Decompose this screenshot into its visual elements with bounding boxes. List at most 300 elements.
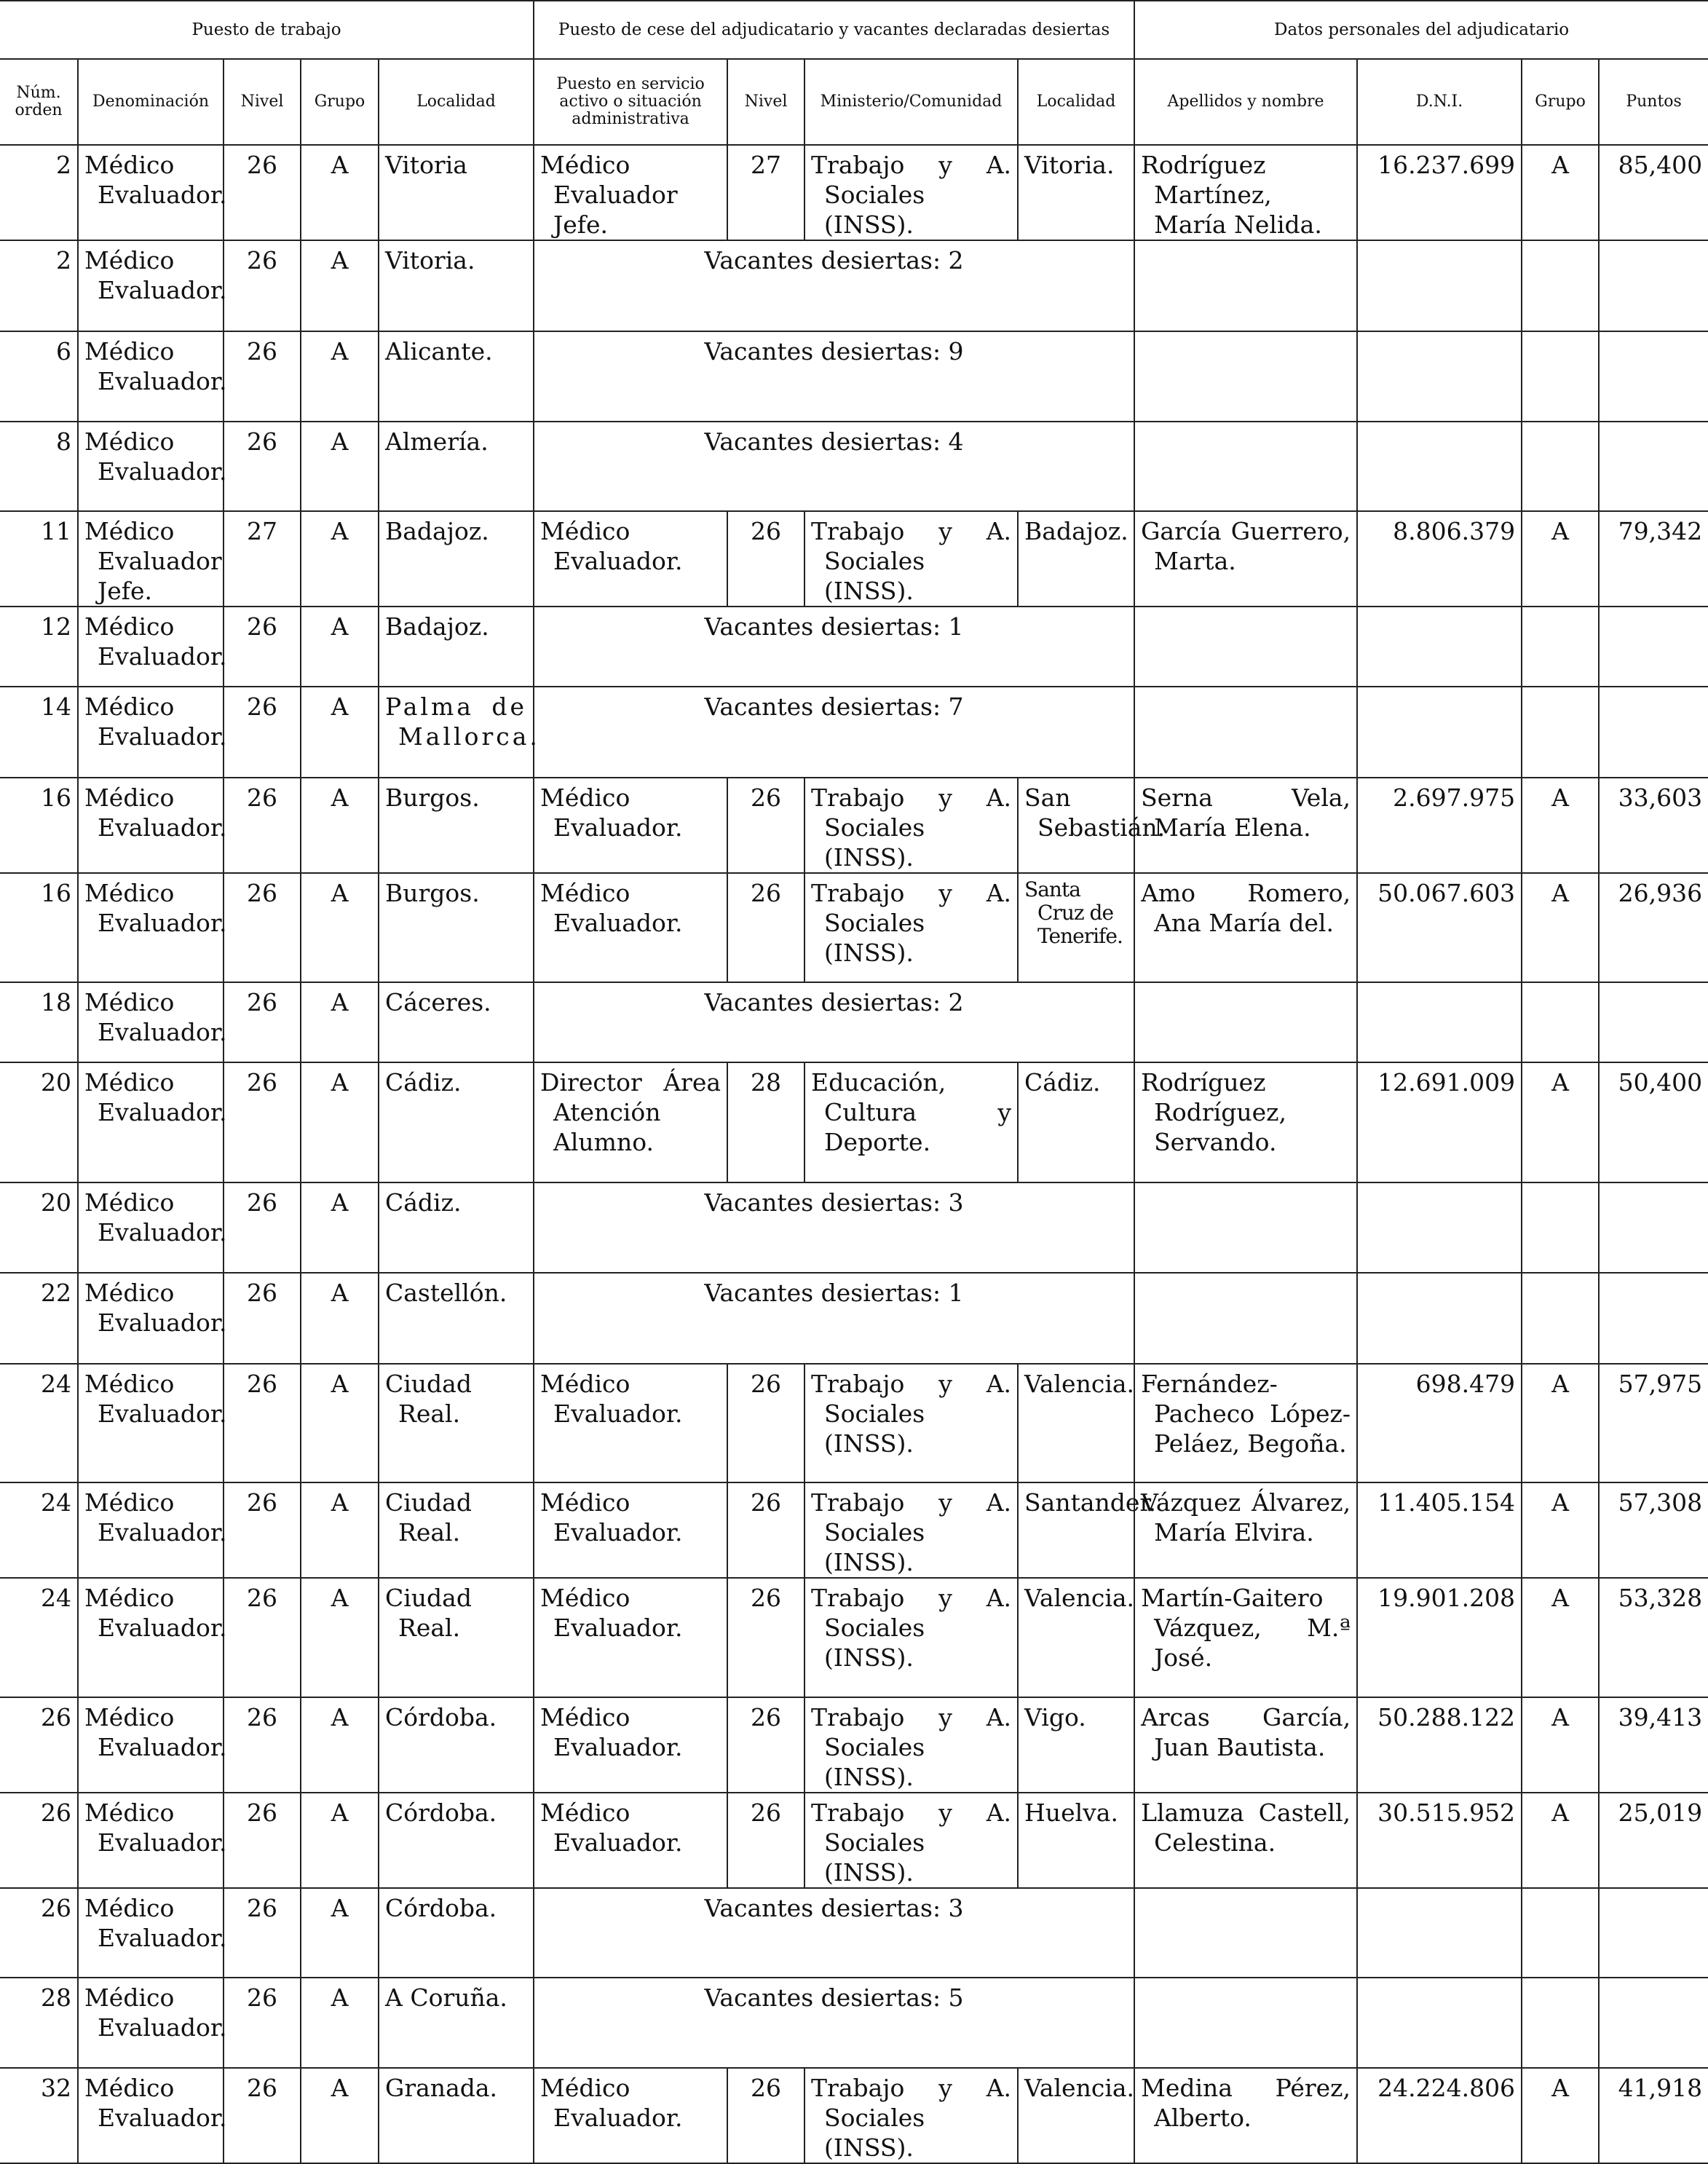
cell-localidad-cese	[1018, 1062, 1134, 1182]
cell-grupo-personal	[1522, 1888, 1599, 1978]
cell-apellidos	[1134, 240, 1357, 331]
cell-dni	[1357, 778, 1522, 873]
cell-apellidos	[1134, 1364, 1357, 1482]
cell-nivel-text: 26	[247, 1279, 277, 1307]
cell-nivel-text: 26	[247, 612, 277, 641]
cell-grupo-personal	[1522, 982, 1599, 1062]
cell-num-orden	[0, 1273, 78, 1364]
cell-denominacion-text: Médico Evaluador Jefe.	[84, 517, 222, 605]
cell-puntos	[1599, 240, 1708, 331]
cell-grupo-personal	[1522, 1978, 1599, 2068]
cell-dni-text: 30.515.952	[1377, 1798, 1516, 1827]
cell-denominacion	[78, 1697, 227, 1793]
cell-vacantes-desiertas-text: Vacantes desiertas: 2	[704, 246, 964, 275]
cell-localidad-cese-text: Badajoz.	[1024, 517, 1128, 545]
cell-apellidos	[1134, 2068, 1357, 2163]
cell-num-orden	[0, 240, 78, 331]
cell-grupo	[301, 1062, 379, 1182]
cell-puntos	[1599, 422, 1708, 511]
cell-grupo-text: A	[331, 517, 349, 545]
cell-localidad-text: Badajoz.	[385, 612, 489, 641]
cell-grupo-personal	[1522, 240, 1599, 331]
cell-nivel-text: 26	[247, 427, 277, 456]
cell-grupo-text: A	[331, 151, 349, 179]
cell-nivel-cese	[727, 511, 804, 607]
cell-localidad	[379, 1364, 534, 1482]
cell-localidad-cese	[1018, 511, 1134, 607]
cell-grupo-personal-text: A	[1551, 1584, 1569, 1612]
cell-denominacion-text: Médico Evaluador.	[84, 151, 227, 209]
col-header-nivel-cese: Nivel	[727, 59, 804, 145]
cell-localidad-cese	[1018, 1697, 1134, 1793]
cell-vacantes-desiertas	[534, 331, 1134, 422]
cell-num-orden-text: 16	[41, 879, 71, 907]
cell-nivel-text: 26	[247, 988, 277, 1016]
cell-grupo-text: A	[331, 988, 349, 1016]
cell-nivel-cese-text: 26	[751, 1370, 782, 1398]
cell-ministerio	[804, 1578, 1018, 1697]
cell-grupo	[301, 1888, 379, 1978]
cell-localidad-text: Cádiz.	[385, 1188, 462, 1217]
cell-puntos-text: 26,936	[1618, 879, 1703, 907]
cell-nivel-text: 26	[247, 879, 277, 907]
cell-nivel	[224, 422, 301, 511]
cell-puntos	[1599, 1182, 1708, 1273]
cell-denominacion-text: Médico Evaluador.	[84, 1798, 227, 1857]
cell-puesto-servicio-text: Médico Evaluador.	[540, 2074, 683, 2132]
column-header-row	[0, 59, 1708, 145]
cell-localidad-text: Granada.	[385, 2074, 498, 2102]
cell-apellidos-text: Serna Vela, María Elena.	[1141, 783, 1351, 842]
cell-localidad-cese-text: Huelva.	[1024, 1798, 1118, 1827]
cell-localidad-text: Alicante.	[385, 337, 493, 366]
cell-puntos-text: 79,342	[1618, 517, 1703, 545]
cell-nivel-cese-text: 26	[751, 1703, 782, 1731]
cell-puesto-servicio	[534, 1062, 727, 1182]
cell-puesto-servicio	[534, 1482, 727, 1578]
cell-dni	[1357, 1482, 1522, 1578]
cell-vacantes-desiertas-text: Vacantes desiertas: 7	[704, 692, 964, 721]
cell-num-orden-text: 26	[41, 1798, 71, 1827]
cell-puesto-servicio	[534, 1697, 727, 1793]
cell-apellidos-text: Llamuza Castell, Celestina.	[1141, 1798, 1351, 1857]
cell-dni	[1357, 1978, 1522, 2068]
cell-puntos	[1599, 1578, 1708, 1697]
cell-nivel	[224, 511, 301, 607]
cell-nivel	[224, 778, 301, 873]
cell-grupo	[301, 1364, 379, 1482]
table-row	[0, 1482, 1708, 1578]
cell-nivel-cese	[727, 778, 804, 873]
cell-dni	[1357, 1364, 1522, 1482]
cell-localidad-text: Cáceres.	[385, 988, 491, 1016]
cell-num-orden-text: 24	[41, 1584, 71, 1612]
cell-grupo-text: A	[331, 1068, 349, 1097]
cell-num-orden	[0, 2068, 78, 2163]
cell-nivel-text: 26	[247, 337, 277, 366]
cell-num-orden-text: 32	[41, 2074, 71, 2102]
cell-denominacion-text: Médico Evaluador.	[84, 1068, 227, 1126]
cell-dni-text: 698.479	[1415, 1370, 1516, 1398]
cell-nivel-text: 26	[247, 1894, 277, 1922]
table-row	[0, 240, 1708, 331]
cell-dni-text: 11.405.154	[1377, 1488, 1516, 1517]
cell-localidad	[379, 1697, 534, 1793]
cell-num-orden-text: 14	[41, 692, 71, 721]
cell-nivel-cese	[727, 873, 804, 982]
cell-num-orden-text: 12	[41, 612, 71, 641]
cell-ministerio-text: Trabajo y A. Sociales (INSS).	[811, 1488, 1012, 1576]
cell-grupo-personal	[1522, 1697, 1599, 1793]
cell-puntos	[1599, 1978, 1708, 2068]
cell-nivel-text: 26	[247, 246, 277, 275]
cell-nivel	[224, 687, 301, 778]
cell-localidad	[379, 1062, 534, 1182]
cell-puntos-text: 41,918	[1618, 2074, 1703, 2102]
cell-puntos-text: 57,975	[1618, 1370, 1703, 1398]
cell-num-orden-text: 8	[56, 427, 71, 456]
cell-localidad-text: Burgos.	[385, 783, 480, 812]
cell-dni-text: 16.237.699	[1377, 151, 1516, 179]
cell-localidad	[379, 422, 534, 511]
cell-puesto-servicio	[534, 778, 727, 873]
cell-apellidos-text: Fernández-Pacheco López-Peláez, Begoña.	[1141, 1370, 1351, 1458]
cell-localidad	[379, 511, 534, 607]
cell-grupo	[301, 2068, 379, 2163]
cell-num-orden-text: 16	[41, 783, 71, 812]
cell-nivel-cese-text: 26	[751, 1798, 782, 1827]
cell-dni-text: 24.224.806	[1377, 2074, 1516, 2102]
cell-grupo	[301, 145, 379, 240]
cell-grupo	[301, 1182, 379, 1273]
cell-dni	[1357, 1888, 1522, 1978]
cell-puesto-servicio-text: Médico Evaluador.	[540, 783, 683, 842]
cell-nivel-cese	[727, 1364, 804, 1482]
cell-grupo	[301, 1273, 379, 1364]
cell-grupo-personal	[1522, 1482, 1599, 1578]
cell-vacantes-desiertas	[534, 982, 1134, 1062]
cell-localidad-cese	[1018, 1364, 1134, 1482]
cell-localidad	[379, 1273, 534, 1364]
cell-vacantes-desiertas-text: Vacantes desiertas: 4	[704, 427, 964, 456]
cell-vacantes-desiertas	[534, 1978, 1134, 2068]
cell-nivel-cese-text: 26	[751, 517, 782, 545]
cell-apellidos	[1134, 1273, 1357, 1364]
cell-num-orden-text: 22	[41, 1279, 71, 1307]
cell-grupo-personal	[1522, 687, 1599, 778]
cell-grupo	[301, 1978, 379, 2068]
cell-num-orden-text: 26	[41, 1894, 71, 1922]
cell-grupo-personal-text: A	[1551, 1798, 1569, 1827]
cell-puntos	[1599, 607, 1708, 687]
cell-puntos	[1599, 1482, 1708, 1578]
cell-grupo-text: A	[331, 2074, 349, 2102]
cell-grupo-personal-text: A	[1551, 2074, 1569, 2102]
cell-ministerio	[804, 1062, 1018, 1182]
cell-nivel	[224, 873, 301, 982]
cell-nivel-cese	[727, 2068, 804, 2163]
cell-localidad	[379, 145, 534, 240]
col-header-grupo-personal: Grupo	[1522, 59, 1599, 145]
cell-grupo-personal	[1522, 1273, 1599, 1364]
cell-localidad-cese-text: San Sebastián.	[1024, 783, 1166, 842]
table-row	[0, 331, 1708, 422]
cell-denominacion	[78, 1273, 227, 1364]
cell-puntos	[1599, 687, 1708, 778]
cell-grupo	[301, 1482, 379, 1578]
cell-apellidos-text: Vázquez Álvarez, María Elvira.	[1141, 1488, 1351, 1547]
cell-apellidos-text: García Guerrero, Marta.	[1141, 517, 1351, 575]
cell-nivel-cese-text: 26	[751, 1584, 782, 1612]
cell-ministerio-text: Trabajo y A. Sociales (INSS).	[811, 151, 1012, 239]
cell-apellidos	[1134, 1482, 1357, 1578]
cell-apellidos-text: Rodríguez Martínez, María Nelida.	[1141, 151, 1322, 239]
cell-localidad-text: Córdoba.	[385, 1894, 497, 1922]
cell-grupo-text: A	[331, 783, 349, 812]
col-header-puntos: Puntos	[1599, 59, 1708, 145]
cell-grupo-personal-text: A	[1551, 879, 1569, 907]
cell-nivel	[224, 1273, 301, 1364]
cell-puntos	[1599, 511, 1708, 607]
cell-localidad	[379, 2068, 534, 2163]
cell-num-orden	[0, 982, 78, 1062]
cell-grupo-text: A	[331, 612, 349, 641]
cell-denominacion	[78, 607, 227, 687]
col-header-num: Núm. orden	[0, 59, 78, 145]
cell-denominacion	[78, 687, 227, 778]
cell-localidad-text: Almería.	[385, 427, 489, 456]
cell-puntos-text: 57,308	[1618, 1488, 1703, 1517]
cell-localidad-text: Cádiz.	[385, 1068, 462, 1097]
cell-nivel-text: 26	[247, 1983, 277, 2012]
cell-denominacion-text: Médico Evaluador.	[84, 427, 227, 486]
cell-denominacion-text: Médico Evaluador.	[84, 612, 227, 671]
cell-dni-text: 50.067.603	[1377, 879, 1516, 907]
cell-ministerio-text: Trabajo y A. Sociales (INSS).	[811, 1370, 1012, 1458]
col-header-ministerio: Ministerio/Comunidad	[804, 59, 1018, 145]
cell-vacantes-desiertas-text: Vacantes desiertas: 9	[704, 337, 964, 366]
cell-grupo	[301, 873, 379, 982]
col-header-denominacion: Denominación	[78, 59, 224, 145]
cell-dni	[1357, 1273, 1522, 1364]
cell-num-orden-text: 6	[56, 337, 71, 366]
cell-num-orden	[0, 1697, 78, 1793]
cell-localidad-cese	[1018, 1793, 1134, 1888]
cell-localidad-cese	[1018, 2068, 1134, 2163]
cell-nivel-cese	[727, 1697, 804, 1793]
cell-nivel-cese-text: 26	[751, 879, 782, 907]
cell-puesto-servicio-text: Médico Evaluador.	[540, 1370, 683, 1428]
cell-denominacion-text: Médico Evaluador.	[84, 1703, 227, 1761]
cell-nivel	[224, 1364, 301, 1482]
cell-puntos	[1599, 1697, 1708, 1793]
table-row	[0, 1273, 1708, 1364]
cell-apellidos	[1134, 511, 1357, 607]
cell-ministerio	[804, 1364, 1018, 1482]
cell-nivel	[224, 1793, 301, 1888]
cell-ministerio	[804, 1697, 1018, 1793]
cell-grupo	[301, 607, 379, 687]
cell-grupo	[301, 1697, 379, 1793]
cell-grupo-personal-text: A	[1551, 1068, 1569, 1097]
cell-denominacion	[78, 1482, 227, 1578]
cell-ministerio	[804, 2068, 1018, 2163]
cell-dni	[1357, 607, 1522, 687]
table-row	[0, 687, 1708, 778]
cell-localidad-cese	[1018, 1578, 1134, 1697]
cell-vacantes-desiertas	[534, 687, 1134, 778]
cell-puesto-servicio	[534, 2068, 727, 2163]
cell-nivel-text: 26	[247, 1703, 277, 1731]
cell-ministerio	[804, 511, 1018, 607]
cell-dni-text: 8.806.379	[1393, 517, 1516, 545]
cell-puesto-servicio-text: Médico Evaluador.	[540, 1488, 683, 1547]
col-header-apellidos: Apellidos y nombre	[1134, 59, 1357, 145]
cell-num-orden	[0, 331, 78, 422]
cell-dni	[1357, 1182, 1522, 1273]
cell-ministerio	[804, 1793, 1018, 1888]
cell-vacantes-desiertas-text: Vacantes desiertas: 1	[704, 1279, 964, 1307]
cell-nivel-text: 26	[247, 2074, 277, 2102]
cell-apellidos	[1134, 1182, 1357, 1273]
cell-puntos	[1599, 982, 1708, 1062]
group-header-puesto: Puesto de trabajo	[0, 1, 534, 59]
cell-denominacion-text: Médico Evaluador.	[84, 1584, 227, 1642]
cell-nivel	[224, 1182, 301, 1273]
table-row	[0, 1697, 1708, 1793]
cell-puntos	[1599, 1888, 1708, 1978]
cell-puntos	[1599, 1364, 1708, 1482]
cell-dni	[1357, 1793, 1522, 1888]
cell-ministerio-text: Trabajo y A. Sociales (INSS).	[811, 517, 1012, 605]
cell-grupo-text: A	[331, 427, 349, 456]
cell-grupo-text: A	[331, 692, 349, 721]
cell-localidad-text: Ciudad Real.	[385, 1584, 472, 1642]
cell-dni	[1357, 511, 1522, 607]
cell-ministerio	[804, 778, 1018, 873]
group-header-cese: Puesto de cese del adjudicatario y vacantes declaradas desiertas	[534, 1, 1134, 59]
table-row	[0, 145, 1708, 240]
cell-vacantes-desiertas	[534, 1182, 1134, 1273]
cell-num-orden	[0, 1482, 78, 1578]
cell-ministerio	[804, 145, 1018, 240]
cell-apellidos	[1134, 982, 1357, 1062]
cell-grupo-personal	[1522, 1062, 1599, 1182]
cell-apellidos	[1134, 331, 1357, 422]
cell-grupo-text: A	[331, 1584, 349, 1612]
cell-grupo-personal	[1522, 607, 1599, 687]
cell-vacantes-desiertas-text: Vacantes desiertas: 1	[704, 612, 964, 641]
col-header-localidad: Localidad	[379, 59, 534, 145]
cell-grupo-text: A	[331, 246, 349, 275]
table-row	[0, 873, 1708, 982]
cell-denominacion	[78, 422, 227, 511]
cell-num-orden	[0, 1062, 78, 1182]
cell-localidad-cese-text: Santa Cruz de Tenerife.	[1024, 877, 1123, 948]
cell-nivel-text: 26	[247, 1488, 277, 1517]
cell-num-orden-text: 18	[41, 988, 71, 1016]
cell-grupo-personal	[1522, 145, 1599, 240]
cell-nivel-text: 26	[247, 1584, 277, 1612]
cell-nivel-text: 26	[247, 151, 277, 179]
cell-denominacion-text: Médico Evaluador.	[84, 988, 227, 1046]
cell-dni	[1357, 145, 1522, 240]
cell-localidad	[379, 1888, 534, 1978]
cell-localidad-cese-text: Valencia.	[1024, 2074, 1135, 2102]
cell-denominacion	[78, 240, 227, 331]
cell-denominacion-text: Médico Evaluador.	[84, 337, 227, 395]
cell-denominacion-text: Médico Evaluador.	[84, 692, 227, 751]
cell-dni-text: 50.288.122	[1377, 1703, 1516, 1731]
table-row	[0, 607, 1708, 687]
cell-grupo	[301, 422, 379, 511]
cell-puesto-servicio-text: Médico Evaluador.	[540, 879, 683, 937]
cell-apellidos	[1134, 1697, 1357, 1793]
cell-vacantes-desiertas-text: Vacantes desiertas: 3	[704, 1894, 964, 1922]
cell-apellidos	[1134, 1578, 1357, 1697]
cell-denominacion	[78, 511, 224, 607]
cell-ministerio-text: Trabajo y A. Sociales (INSS).	[811, 783, 1012, 872]
cell-denominacion-text: Médico Evaluador.	[84, 2074, 227, 2132]
cell-denominacion-text: Médico Evaluador.	[84, 1370, 227, 1428]
cell-puesto-servicio	[534, 1793, 727, 1888]
cell-localidad	[379, 778, 534, 873]
cell-num-orden	[0, 1888, 78, 1978]
cell-num-orden	[0, 1364, 78, 1482]
cell-nivel	[224, 1888, 301, 1978]
cell-localidad-text: Ciudad Real.	[385, 1488, 472, 1547]
cell-vacantes-desiertas	[534, 607, 1134, 687]
cell-puntos-text: 33,603	[1618, 783, 1703, 812]
cell-localidad	[379, 1182, 534, 1273]
cell-puesto-servicio	[534, 873, 727, 982]
cell-dni	[1357, 873, 1522, 982]
cell-localidad	[379, 982, 534, 1062]
cell-nivel-cese-text: 26	[751, 783, 782, 812]
cell-localidad-cese-text: Valencia.	[1024, 1370, 1135, 1398]
cell-grupo-personal	[1522, 1793, 1599, 1888]
cell-grupo-personal	[1522, 2068, 1599, 2163]
cell-grupo-personal-text: A	[1551, 1703, 1569, 1731]
cell-localidad-cese	[1018, 145, 1134, 240]
cell-dni-text: 19.901.208	[1377, 1584, 1516, 1612]
table-row	[0, 1364, 1708, 1482]
cell-nivel	[224, 1482, 301, 1578]
cell-localidad	[379, 240, 534, 331]
col-header-grupo: Grupo	[301, 59, 379, 145]
cell-denominacion-text: Médico Evaluador.	[84, 879, 227, 937]
cell-grupo-personal	[1522, 873, 1599, 982]
cell-denominacion	[78, 1888, 227, 1978]
cell-puntos	[1599, 331, 1708, 422]
cell-grupo-personal	[1522, 422, 1599, 511]
cell-nivel-cese-text: 26	[751, 2074, 782, 2102]
cell-grupo-personal	[1522, 1578, 1599, 1697]
cell-nivel-cese	[727, 1482, 804, 1578]
col-header-nivel: Nivel	[224, 59, 301, 145]
cell-nivel-cese	[727, 1578, 804, 1697]
cell-localidad-cese-text: Valencia.	[1024, 1584, 1135, 1612]
cell-localidad	[379, 1978, 534, 2068]
cell-nivel-cese-text: 27	[751, 151, 782, 179]
cell-localidad-cese	[1018, 1482, 1157, 1578]
cell-num-orden	[0, 778, 78, 873]
cell-num-orden	[0, 1182, 78, 1273]
cell-localidad-cese-text: Vigo.	[1024, 1703, 1086, 1731]
cell-num-orden	[0, 1793, 78, 1888]
cell-denominacion	[78, 331, 227, 422]
cell-dni	[1357, 1062, 1522, 1182]
